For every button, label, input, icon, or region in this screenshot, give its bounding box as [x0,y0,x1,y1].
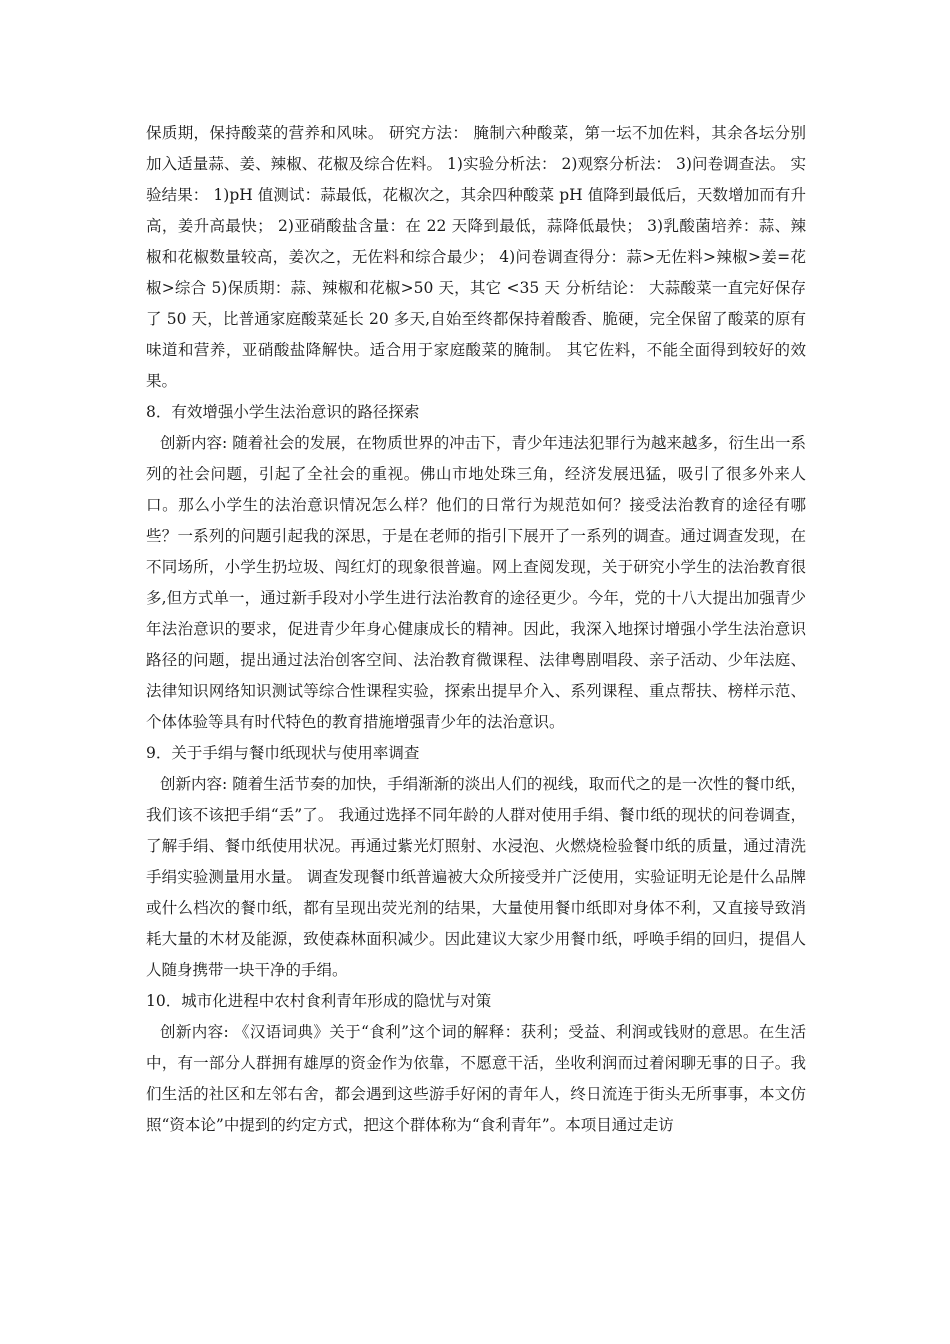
section-9-heading: 9．关于手绢与餐巾纸现状与使用率调查 [146,744,420,762]
intro-paragraph: 保质期，保持酸菜的营养和风味。 研究方法： 腌制六种酸菜，第一坛不加佐料，其余各坛分别加入适量蒜、姜、辣椒、花椒及综合佐料。 1)实验分析法： 2)观察分析法： 3)问卷调查法。 实验结果： 1)pH 值测试：蒜最低，花椒次之，其余四种酸菜 pH 值降到最低后，天数增加而有升高，姜升高最快； 2)亚硝酸盐含量：在 22 天降到最低，蒜降低最快； 3)乳酸菌培养：蒜、辣椒和花椒数量较高，姜次之，无佐料和综合最少； 4)问卷调查得分：蒜>无佐料>辣椒>姜=花椒>综合 5)保质期：蒜、辣椒和花椒>50 天，其它 <35 天 分析结论： 大蒜酸菜一直完好保存了 50 天，比普通家庭酸菜延长 20 多天,自始至终都保持着酸香、脆硬，完全保留了酸菜的原有味道和营养，亚硝酸盐降解快。适合用于家庭酸菜的腌制。 其它佐料，不能全面得到较好的效果。 [146,124,806,390]
section-8-body: 创新内容: 随着社会的发展，在物质世界的冲击下，青少年违法犯罪行为越来越多，衍生出一系列的社会问题，引起了全社会的重视。佛山市地处珠三角，经济发展迅猛，吸引了很多外来人口。那么小学生的法治意识情况怎么样？他们的日常行为规范如何？接受法治教育的途径有哪些？一系列的问题引起我的深思，于是在老师的指引下展开了一系列的调查。通过调查发现，在不同场所，小学生扔垃圾、闯红灯的现象很普遍。网上查阅发现，关于研究小学生的法治教育很多,但方式单一，通过新手段对小学生进行法治教育的途径更少。今年，党的十八大提出加强青少年法治意识的要求，促进青少年身心健康成长的精神。因此，我深入地探讨增强小学生法治意识路径的问题，提出通过法治创客空间、法治教育微课程、法律粤剧唱段、亲子活动、少年法庭、法律知识网络知识测试等综合性课程实验，探索出提早介入、系列课程、重点帮扶、榜样示范、个体体验等具有时代特色的教育措施增强青少年的法治意识。 [146,434,806,731]
document-body [146,118,806,1141]
section-10-body: 创新内容: 《汉语词典》关于“食利”这个词的解释：获利；受益、利润或钱财的意思。在生活中，有一部分人群拥有雄厚的资金作为依靠，不愿意干活，坐收利润而过着闲聊无事的日子。我们生活的社区和左邻右舍，都会遇到这些游手好闲的青年人，终日流连于街头无所事事，本文仿照“资本论”中提到的约定方式，把这个群体称为“食利青年”。本项目通过走访 [146,1023,806,1134]
section-9-body: 创新内容: 随着生活节奏的加快，手绢渐渐的淡出人们的视线，取而代之的是一次性的餐巾纸，我们该不该把手绢“丢”了。 我通过选择不同年龄的人群对使用手绢、餐巾纸的现状的问卷调查，了解手绢、餐巾纸使用状况。再通过紫光灯照射、水浸泡、火燃烧检验餐巾纸的质量，通过清洗手绢实验测量用水量。 调查发现餐巾纸普遍被大众所接受并广泛使用，实验证明无论是什么品牌或什么档次的餐巾纸，都有呈现出荧光剂的结果，大量使用餐巾纸即对身体不利，又直接导致消耗大量的木材及能源，致使森林面积减少。因此建议大家少用餐巾纸，呼唤手绢的回归，提倡人人随身携带一块干净的手绢。 [146,775,806,979]
section-10-heading: 10．城市化进程中农村食利青年形成的隐忧与对策 [146,992,492,1010]
section-8-heading: 8．有效增强小学生法治意识的路径探索 [146,403,420,421]
